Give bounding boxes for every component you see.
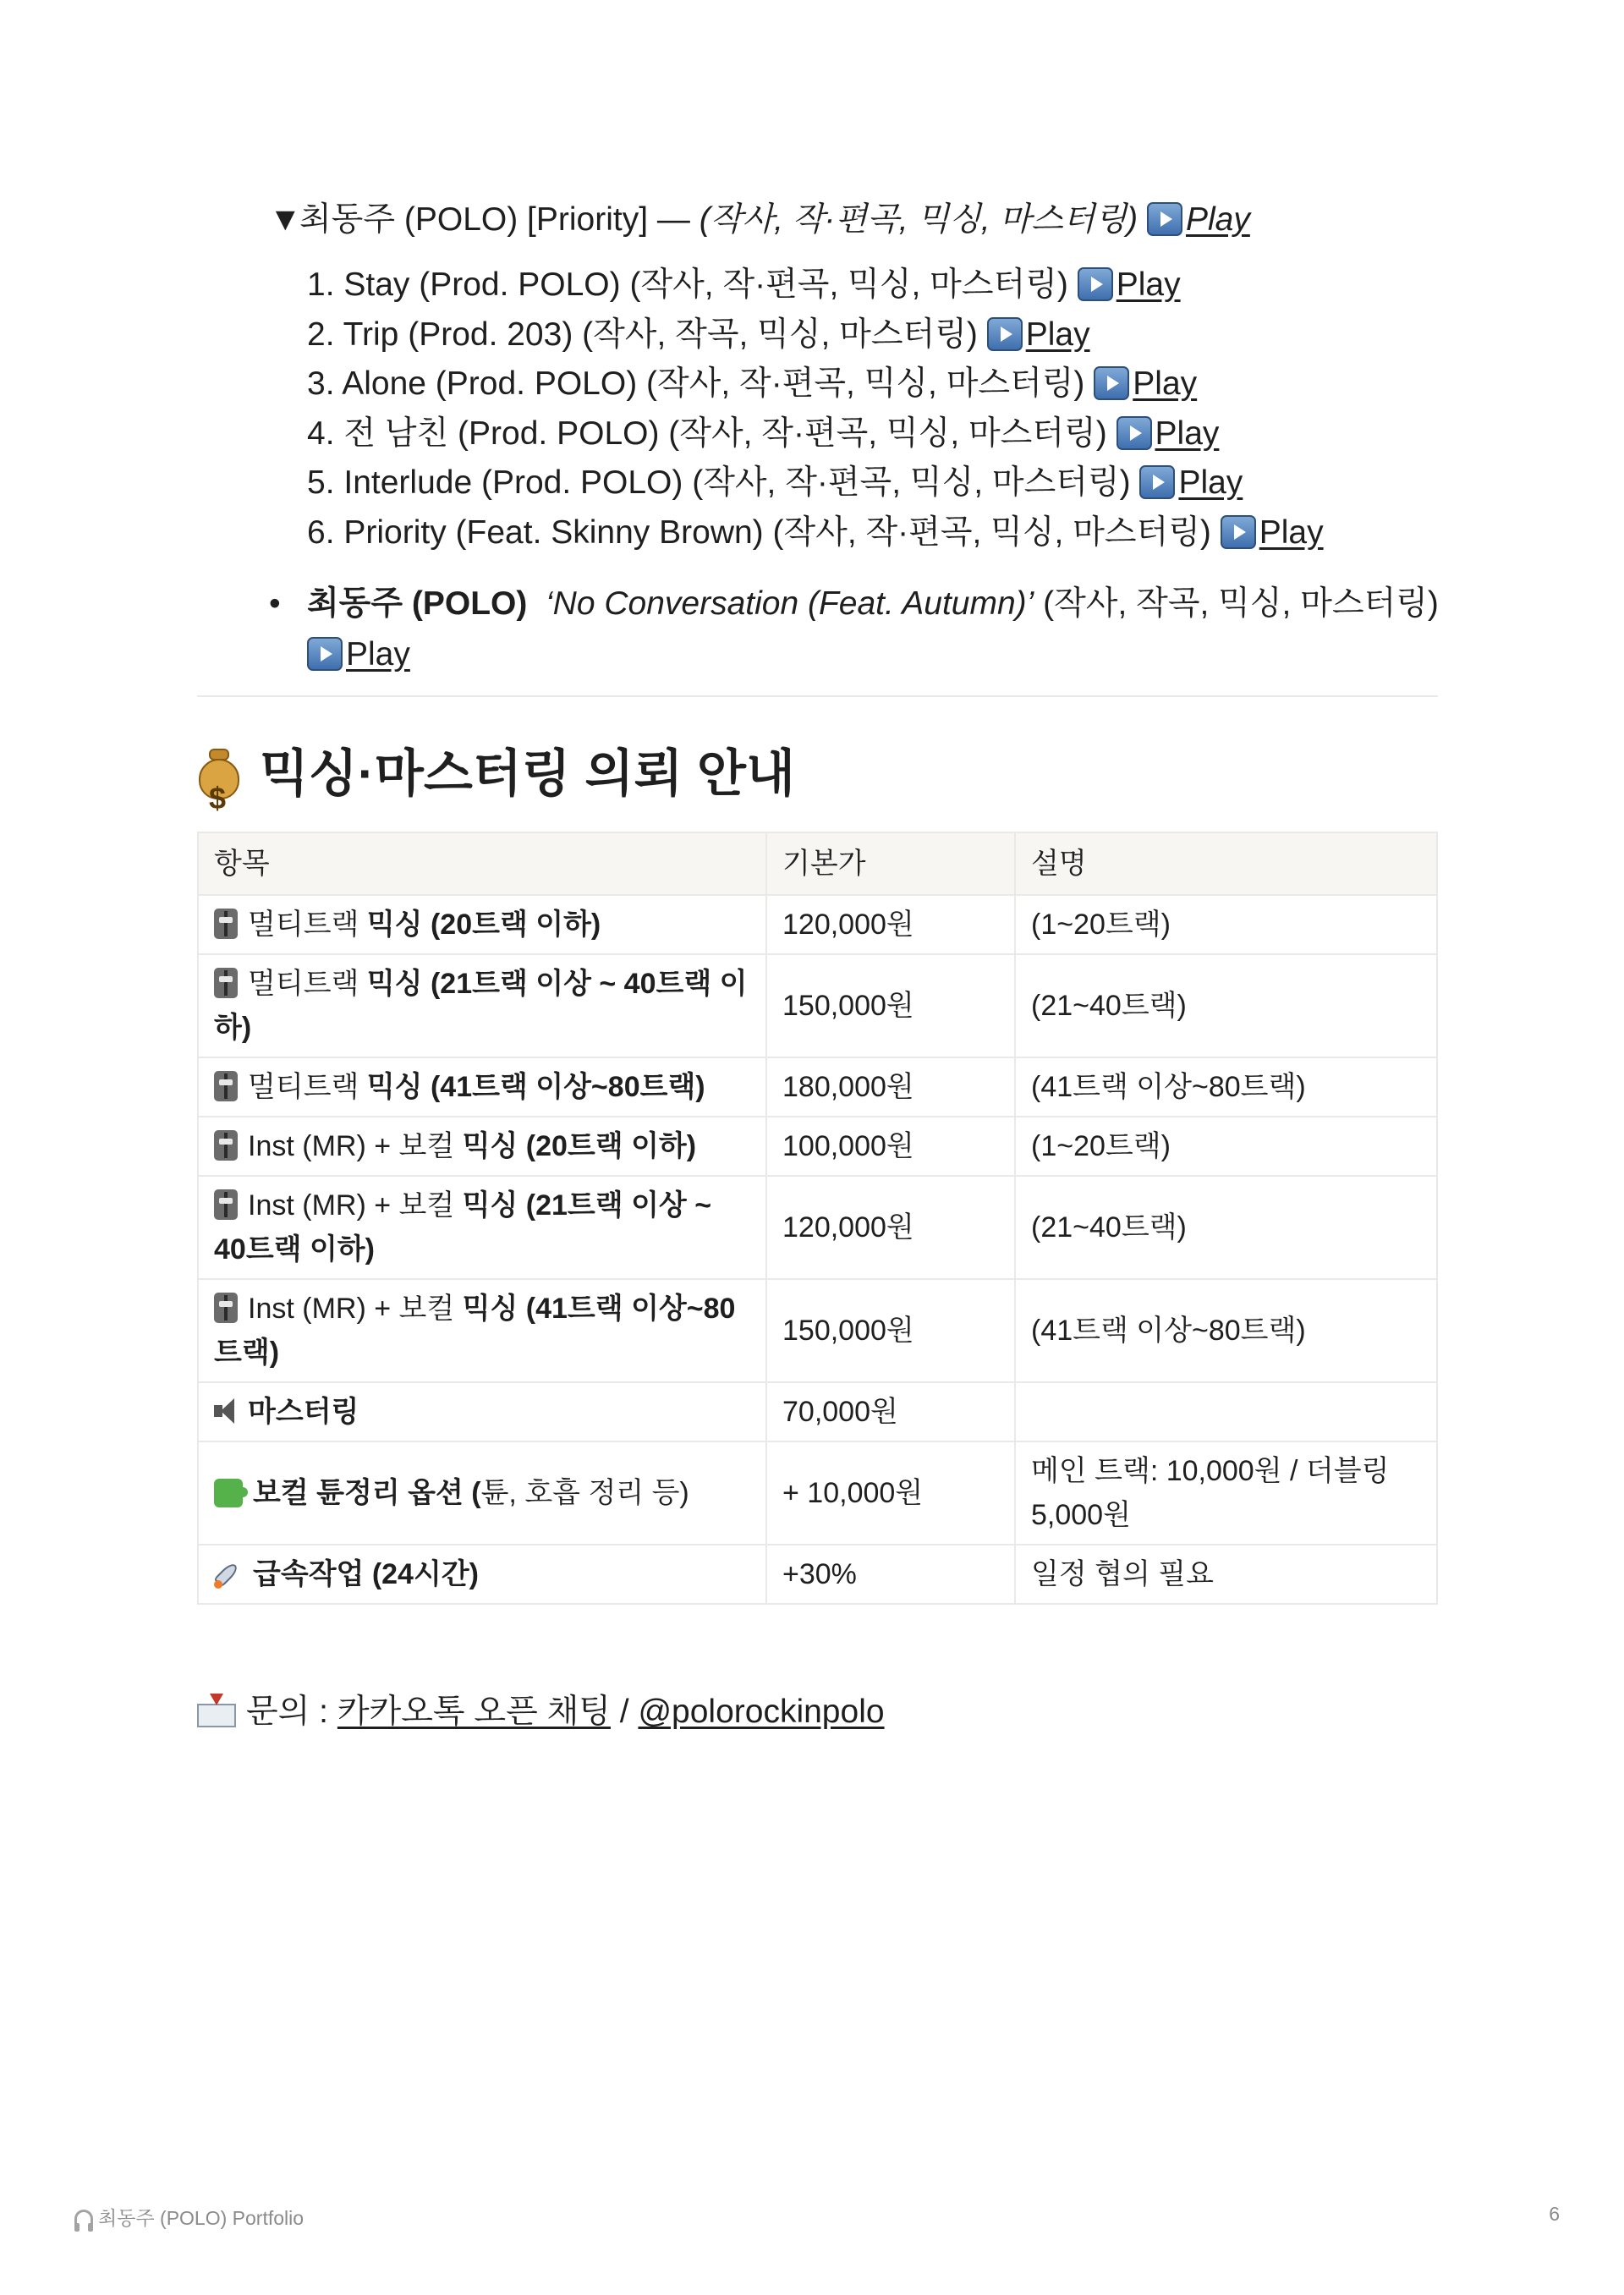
item-cell bbox=[198, 1545, 766, 1604]
item-suffix: 튠, 호흡 정리 등) bbox=[480, 1477, 689, 1509]
table-row bbox=[198, 1545, 1437, 1604]
single-play-link[interactable]: Play bbox=[346, 636, 410, 673]
instagram-link[interactable]: @polorockinpolo bbox=[638, 1694, 885, 1730]
table-row bbox=[198, 1382, 1437, 1441]
fader-icon bbox=[214, 1071, 238, 1101]
list-item bbox=[307, 310, 1324, 360]
contact-line bbox=[197, 1687, 885, 1738]
track-play-link[interactable]: Play bbox=[1178, 464, 1243, 501]
header-item: 항목 bbox=[198, 832, 766, 895]
item-cell bbox=[198, 1382, 766, 1441]
list-item bbox=[307, 409, 1324, 459]
price-cell: 150,000원 bbox=[766, 954, 1015, 1057]
track-text: 4. 전 남친 (Prod. POLO) (작사, 작·편곡, 믹싱, 마스터링) bbox=[307, 415, 1116, 452]
list-item bbox=[307, 458, 1324, 508]
album-toggle[interactable] bbox=[269, 196, 1250, 244]
track-text: 3. Alone (Prod. POLO) (작사, 작·편곡, 믹싱, 마스터링) bbox=[307, 365, 1095, 402]
page-number: 6 bbox=[1549, 2203, 1560, 2225]
item-cell bbox=[198, 1057, 766, 1117]
price-cell: 100,000원 bbox=[766, 1117, 1015, 1176]
price-cell: 120,000원 bbox=[766, 1176, 1015, 1279]
section-heading bbox=[197, 736, 795, 812]
price-cell: 150,000원 bbox=[766, 1279, 1015, 1382]
item-bold: 보컬 튠정리 옵션 ( bbox=[253, 1477, 481, 1509]
track-play-link[interactable]: Play bbox=[1025, 316, 1090, 353]
desc-cell: (21~40트랙) bbox=[1015, 1176, 1437, 1279]
play-icon bbox=[1094, 366, 1129, 400]
table-row bbox=[198, 1441, 1437, 1545]
item-bold: 믹싱 (20트랙 이하) bbox=[366, 909, 601, 941]
section-title: 믹싱·마스터링 의뢰 안내 bbox=[260, 745, 795, 802]
single-roles: (작사, 작곡, 믹싱, 마스터링) bbox=[1034, 585, 1439, 622]
table-row bbox=[198, 1176, 1437, 1279]
price-cell: 180,000원 bbox=[766, 1057, 1015, 1117]
price-cell: 70,000원 bbox=[766, 1382, 1015, 1441]
fader-icon bbox=[214, 1189, 238, 1220]
header-desc: 설명 bbox=[1015, 832, 1437, 895]
fader-icon bbox=[214, 968, 238, 998]
desc-cell: (21~40트랙) bbox=[1015, 954, 1437, 1057]
play-icon bbox=[307, 637, 343, 671]
item-prefix: Inst (MR) + 보컬 bbox=[248, 1130, 463, 1162]
item-bold: 급속작업 (24시간) bbox=[253, 1558, 479, 1590]
contact-separator: / bbox=[610, 1694, 639, 1730]
item-cell bbox=[198, 1117, 766, 1176]
table-row bbox=[198, 954, 1437, 1057]
table-row bbox=[198, 1279, 1437, 1382]
desc-cell bbox=[1015, 1382, 1437, 1441]
desc-cell: 일정 협의 필요 bbox=[1015, 1545, 1437, 1604]
speaker-icon bbox=[214, 1396, 238, 1426]
header-price: 기본가 bbox=[766, 832, 1015, 895]
item-cell bbox=[198, 895, 766, 954]
rate-table bbox=[197, 832, 1438, 1605]
price-cell: + 10,000원 bbox=[766, 1441, 1015, 1545]
track-list bbox=[307, 261, 1324, 557]
fader-icon bbox=[214, 1293, 238, 1323]
track-text: 5. Interlude (Prod. POLO) (작사, 작·편곡, 믹싱, 마스터링) bbox=[307, 464, 1140, 501]
album-title: 최동주 (POLO) [Priority] — bbox=[299, 201, 700, 238]
play-icon bbox=[987, 317, 1023, 351]
list-item bbox=[307, 261, 1324, 310]
play-icon bbox=[1078, 267, 1113, 301]
divider bbox=[197, 695, 1438, 697]
list-item bbox=[307, 360, 1324, 409]
puzzle-icon bbox=[214, 1479, 243, 1507]
desc-cell: 메인 트랙: 10,000원 / 더블링 5,000원 bbox=[1015, 1441, 1437, 1545]
desc-cell: (41트랙 이상~80트랙) bbox=[1015, 1279, 1437, 1382]
headphones-icon bbox=[74, 2210, 93, 2228]
price-cell: +30% bbox=[766, 1545, 1015, 1604]
track-play-link[interactable]: Play bbox=[1155, 415, 1220, 452]
list-item bbox=[307, 508, 1324, 558]
item-cell bbox=[198, 1176, 766, 1279]
single-bullet bbox=[269, 579, 1445, 680]
item-prefix: 멀티트랙 bbox=[248, 968, 367, 1000]
item-cell bbox=[198, 1441, 766, 1545]
play-icon bbox=[1147, 202, 1182, 236]
item-cell bbox=[198, 954, 766, 1057]
item-prefix: Inst (MR) + 보컬 bbox=[248, 1293, 463, 1325]
play-icon bbox=[1221, 515, 1256, 549]
track-text: 2. Trip (Prod. 203) (작사, 작곡, 믹싱, 마스터링) bbox=[307, 316, 987, 353]
bullet-dot: • bbox=[269, 585, 281, 622]
fader-icon bbox=[214, 1130, 238, 1161]
item-bold: 믹싱 (41트랙 이상~80트랙) bbox=[214, 1293, 736, 1369]
item-prefix: Inst (MR) + 보컬 bbox=[248, 1189, 463, 1222]
table-row bbox=[198, 1117, 1437, 1176]
contact-label: 문의 : bbox=[246, 1694, 337, 1730]
track-play-link[interactable]: Play bbox=[1133, 365, 1198, 402]
toggle-arrow-icon[interactable]: ▼ bbox=[269, 201, 302, 238]
play-icon bbox=[1116, 416, 1152, 450]
desc-cell: (1~20트랙) bbox=[1015, 895, 1437, 954]
kakao-openchat-link[interactable]: 카카오톡 오픈 채팅 bbox=[337, 1694, 611, 1730]
single-artist: 최동주 (POLO) bbox=[307, 585, 528, 622]
price-cell: 120,000원 bbox=[766, 895, 1015, 954]
item-prefix: 멀티트랙 bbox=[248, 1071, 367, 1103]
item-bold: 믹싱 (21트랙 이상 ~ 40트랙 이하) bbox=[214, 1189, 712, 1266]
album-roles: (작사, 작·편곡, 믹싱, 마스터링) bbox=[699, 201, 1138, 238]
play-icon bbox=[1139, 465, 1175, 499]
table-row bbox=[198, 1057, 1437, 1117]
track-text: 1. Stay (Prod. POLO) (작사, 작·편곡, 믹싱, 마스터링) bbox=[307, 266, 1078, 303]
table-header-row bbox=[198, 832, 1437, 895]
item-bold: 믹싱 (21트랙 이상 ~ 40트랙 이하) bbox=[214, 968, 748, 1044]
item-bold: 믹싱 (41트랙 이상~80트랙) bbox=[366, 1071, 705, 1103]
item-cell bbox=[198, 1279, 766, 1382]
desc-cell: (1~20트랙) bbox=[1015, 1117, 1437, 1176]
single-text bbox=[307, 579, 1445, 680]
money-bag-icon bbox=[197, 747, 241, 799]
fader-icon bbox=[214, 909, 238, 939]
desc-cell: (41트랙 이상~80트랙) bbox=[1015, 1057, 1437, 1117]
track-play-link[interactable]: Play bbox=[1116, 266, 1181, 303]
rocket-icon bbox=[214, 1560, 243, 1589]
footer-title-text: 최동주 (POLO) Portfolio bbox=[98, 2207, 304, 2229]
track-text: 6. Priority (Feat. Skinny Brown) (작사, 작·편곡, 믹싱, 마스터링) bbox=[307, 513, 1221, 551]
item-bold: 마스터링 bbox=[248, 1396, 359, 1428]
envelope-icon bbox=[197, 1694, 236, 1727]
album-play-link[interactable]: Play bbox=[1185, 201, 1250, 238]
footer-title bbox=[74, 2203, 304, 2231]
track-play-link[interactable]: Play bbox=[1259, 513, 1324, 551]
table-row bbox=[198, 895, 1437, 954]
item-bold: 믹싱 (20트랙 이하) bbox=[462, 1130, 697, 1162]
item-prefix: 멀티트랙 bbox=[248, 909, 367, 941]
single-title: ‘No Conversation (Feat. Autumn)’ bbox=[546, 585, 1034, 622]
